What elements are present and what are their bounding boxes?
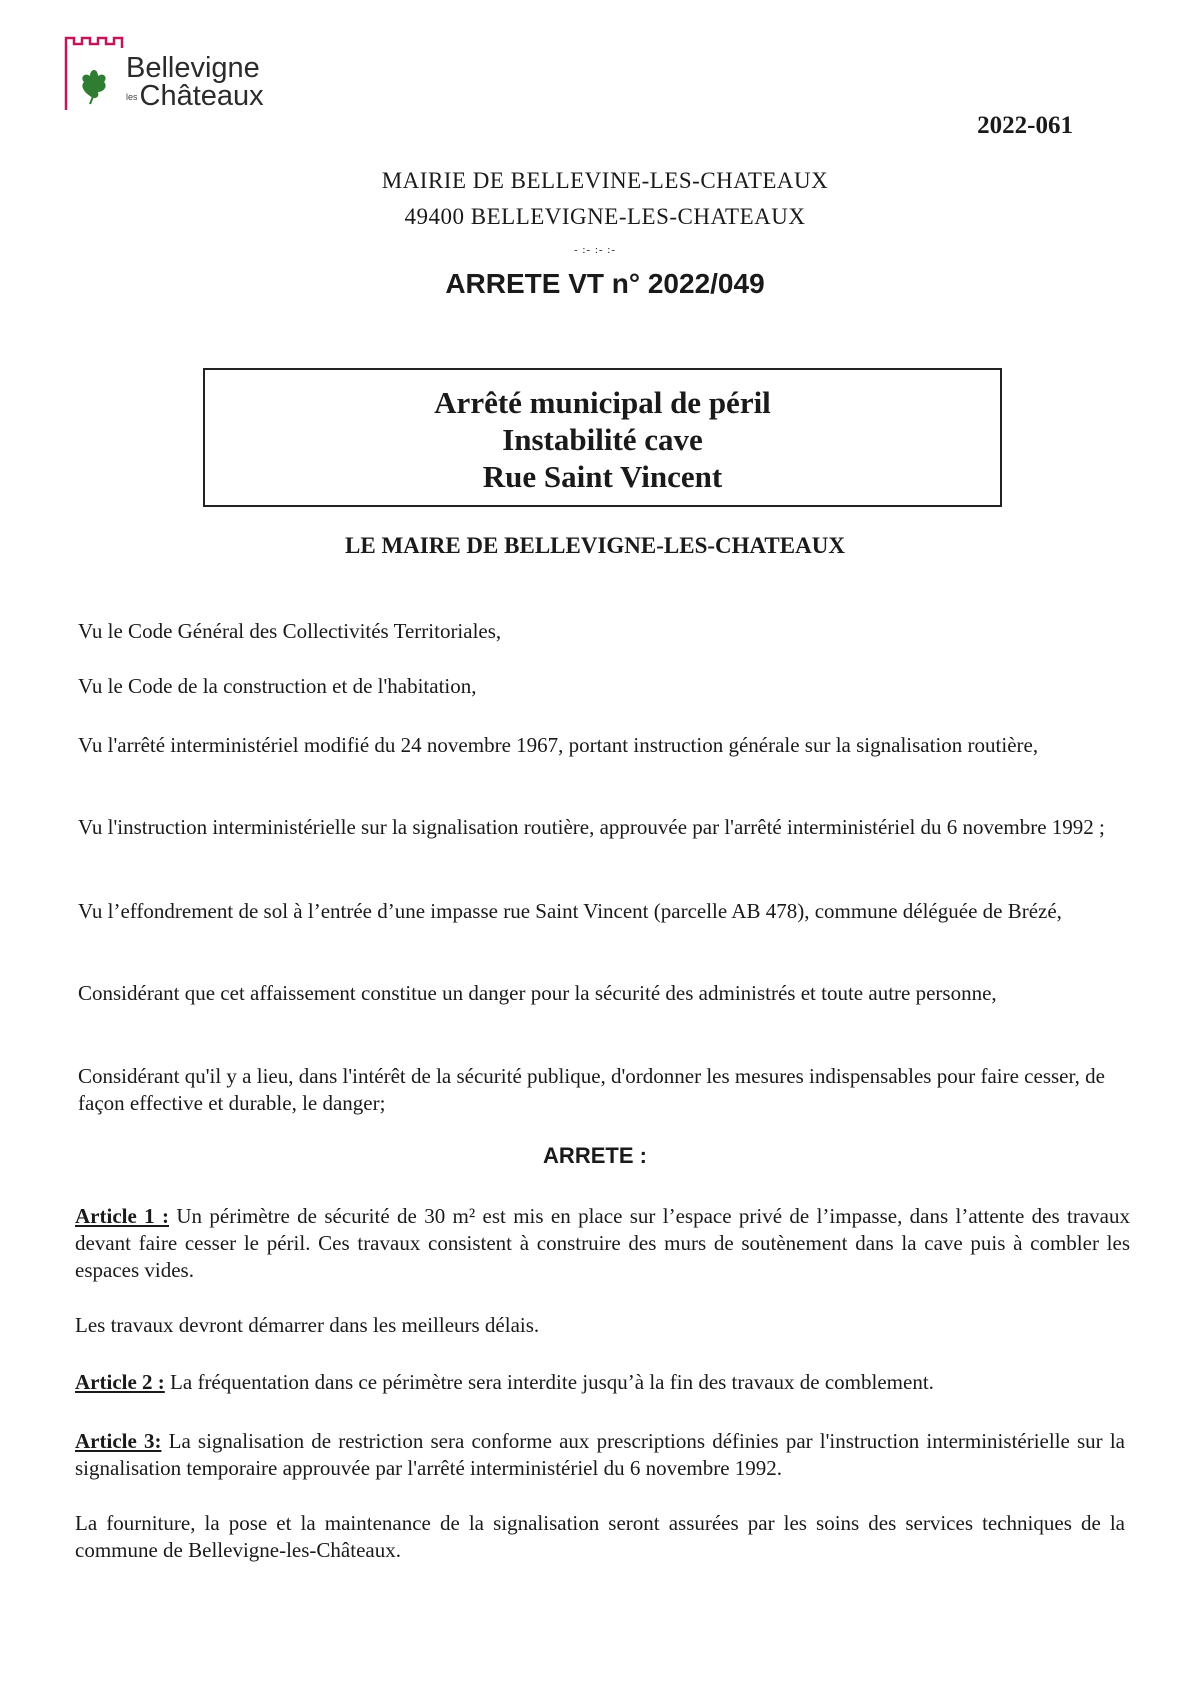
article-3-text: La signalisation de restriction sera conforme aux prescriptions définies par l'instruction interministérielle sur la signalisation temporaire approuvée par l'arrêté interministériel du 6 novembre 1992. <box>75 1429 1125 1480</box>
mairie-name: MAIRIE DE BELLEVINE-LES-CHATEAUX <box>381 168 829 193</box>
article-1-text: Un périmètre de sécurité de 30 m² est mis en place sur l’espace privé de l’impasse, dans l’attente des travaux devant faire cesser le péril. Ces travaux consistent à construire des murs de soutènement dans la cave puis à combler les espaces vides. <box>75 1204 1130 1282</box>
visa-paragraph: Vu l’effondrement de sol à l’entrée d’une impasse rue Saint Vincent (parcelle AB 478), commune déléguée de Brézé, <box>78 899 1062 923</box>
arrete-number: ARRETE VT n° 2022/049 <box>445 268 765 299</box>
considerant-paragraph: Considérant qu'il y a lieu, dans l'intérêt de la sécurité publique, d'ordonner les mesures indispensables pour faire cesser, de façon effective et durable, le danger; <box>78 1064 1105 1115</box>
separator: - :- :- :- <box>573 244 617 256</box>
article-1 <box>75 1203 1130 1284</box>
maire-heading: LE MAIRE DE BELLEVIGNE-LES-CHATEAUX <box>345 533 845 558</box>
article-2 <box>75 1369 1125 1396</box>
visa-paragraph: Vu l'arrêté interministériel modifié du 24 novembre 1967, portant instruction générale sur la signalisation routière, <box>78 733 1039 757</box>
logo-wordmark <box>126 54 264 111</box>
article-1-label: Article 1 : <box>75 1204 169 1228</box>
mairie-address: 49400 BELLEVIGNE-LES-CHATEAUX <box>404 204 806 229</box>
title-line-3: Rue Saint Vincent <box>482 459 723 494</box>
arrete-heading: ARRETE : <box>543 1143 647 1168</box>
municipal-logo <box>60 34 300 124</box>
visa-paragraph: Vu l'instruction interministérielle sur la signalisation routière, approuvée par l'arrêté interministériel du 6 novembre 1992 ; <box>78 815 1105 839</box>
title-line-1: Arrêté municipal de péril <box>434 385 771 420</box>
considerant-paragraph: Considérant que cet affaissement constitue un danger pour la sécurité des administrés et toute autre personne, <box>78 981 997 1005</box>
article-2-label: Article 2 : <box>75 1370 165 1394</box>
visa-paragraph: Vu le Code de la construction et de l'habitation, <box>78 674 477 698</box>
article-2-text: La fréquentation dans ce périmètre sera interdite jusqu’à la fin des travaux de comblement. <box>164 1370 934 1394</box>
castle-grape-leaf-icon <box>60 34 130 124</box>
visa-paragraph: Vu le Code Général des Collectivités Territoriales, <box>78 619 502 643</box>
article-3-followup: La fourniture, la pose et la maintenance de la signalisation seront assurées par les soins des services techniques de la commune de Bellevigne-les-Châteaux. <box>75 1511 1125 1562</box>
logo-line-2: Châteaux <box>139 80 264 112</box>
article-3 <box>75 1428 1125 1482</box>
title-line-2: Instabilité cave <box>502 422 703 457</box>
logo-small-text: les <box>126 92 138 103</box>
article-3-label: Article 3: <box>75 1429 162 1453</box>
document-reference: 2022-061 <box>977 112 1073 139</box>
article-1-followup: Les travaux devront démarrer dans les meilleurs délais. <box>75 1313 540 1337</box>
logo-line-1: Bellevigne <box>126 52 260 84</box>
title-box <box>203 368 1002 507</box>
